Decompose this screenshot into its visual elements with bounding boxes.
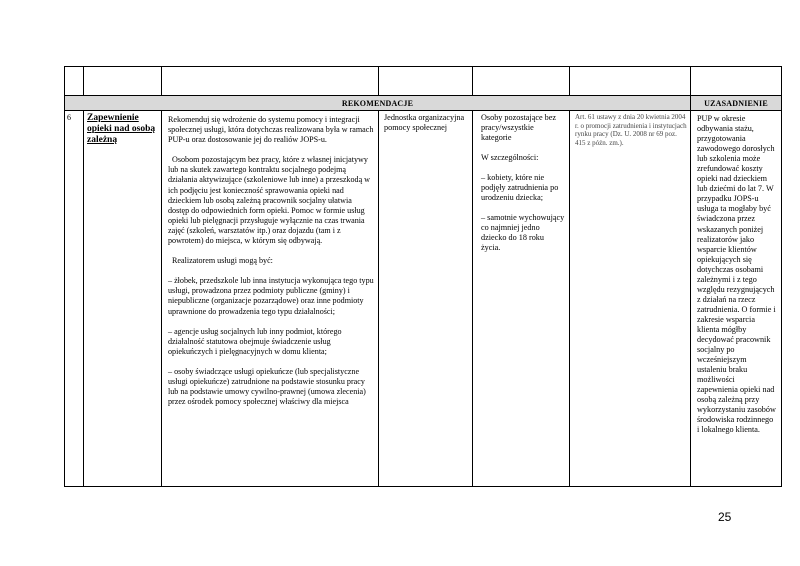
- target-persons-item: Osoby pozostające bez pracy/wszystkie kategorie: [481, 113, 557, 142]
- page-number: 25: [718, 510, 732, 524]
- empty-cell: [570, 67, 691, 96]
- empty-cell: [691, 67, 782, 96]
- target-persons-item: – kobiety, które nie podjęły zatrudnienia po urodzeniu dziecka;: [481, 173, 559, 202]
- legal-basis: Art. 61 ustawy z dnia 20 kwietnia 2004 r. o promocji zatrudnienia i instytucjach rynku pracy (Dz. U. 2008 nr 69 poz. 415 z późn. zm.).: [570, 111, 691, 487]
- recommendation-list-item: – osoby świadczące usługi opiekuńcze (lub specjalistyczne usługi opiekuńcze) zatrudnione na podstawie stosunku pracy lub na podstawie umowy cywilno-prawnej (umowa zlecenia) przez ośrodek pomocy społecznej właściwy dla miejsca: [168, 366, 366, 407]
- recommendations-table: [64, 66, 782, 487]
- recommendations-header: REKOMENDACJE: [65, 96, 691, 111]
- section-header-row: [65, 96, 782, 111]
- empty-cell: [162, 67, 379, 96]
- empty-cell: [379, 67, 473, 96]
- recommendation-paragraph: Osobom pozostającym bez pracy, które z własnej inicjatywy lub na skutek zawartego kontraktu socjalnego podejmą działania aktywizujące (szkoleniowe lub inne) a przeszkodą w ich podjęciu jest konieczność sprawowania opieki nad dzieckiem lub osobą zależną pracownik socjalny ułatwia dostęp do odpowiednich form opieki. Pomoc w formie usług opieki lub pielęgnacji przysługuje wyłącznie na czas trwania zajęć (szkoleń, warsztatów itp.) oraz dojazdu (tam i z powrotem) do miejsca, w którym się odbywają.: [168, 155, 371, 246]
- responsible-unit: Jednostka organizacyjna pomocy społecznej: [379, 111, 473, 487]
- target-persons-item: W szczególności:: [481, 153, 539, 162]
- row-number: 6: [65, 111, 84, 487]
- empty-cell: [65, 67, 84, 96]
- recommendation-paragraph: Realizatorem usługi mogą być:: [172, 256, 273, 266]
- recommendation-list-item: – żłobek, przedszkole lub inna instytucja wykonująca tego typu usługi, prowadzona przez podmioty publiczne (gminy) i niepubliczne (organizacje pozarządowe) oraz inne podmioty uprawnione do prowadzenia tego typu działalności;: [168, 276, 374, 316]
- table-row: [65, 111, 782, 487]
- recommendation-list-item: – agencje usług socjalnych lub inny podmiot, którego działalność statutowa obejmuje świadczenie usług opiekuńczych i pielęgnacyjnych w domu klienta;: [168, 326, 342, 356]
- recommendation-cell: [162, 111, 379, 487]
- empty-cell: [84, 67, 162, 96]
- target-persons-cell: [473, 111, 570, 487]
- empty-header-row: [65, 67, 782, 96]
- empty-cell: [473, 67, 570, 96]
- justification-header: UZASADNIENIE: [691, 96, 782, 111]
- recommendation-paragraph: Rekomenduj się wdrożenie do systemu pomocy i integracji społecznej usługi, która dotychczas realizowana była w ramach PUP-u oraz dostosowanie jej do realiów JOPS-u.: [168, 115, 374, 145]
- row-subject: Zapewnienie opieki nad osobą zależną: [84, 111, 162, 487]
- justification-text: PUP w okresie odbywania stażu, przygotowania zawodowego dorosłych lub szkolenia może zrefundować koszty opieki nad dzieckiem lub dziećmi do lat 7. W przypadku JOPS-u usługa ta mogłaby być świadczona przez wskazanych poniżej realizatorów jako wsparcie klientów opiekujących się dotychczas osobami zależnymi i z tego względu rezygnujących z działań na rzecz zatrudnienia. O formie i zakresie wsparcia klienta mógłby decydować pracownik socjalny po wcześniejszym ustaleniu braku możliwości zapewnienia opieki nad osobą zależną przy wykorzystaniu zasobów środowiska rodzinnego i lokalnego klienta.: [691, 111, 782, 487]
- target-persons-item: – samotnie wychowujący co najmniej jedno dziecko do 18 roku życia.: [481, 213, 565, 252]
